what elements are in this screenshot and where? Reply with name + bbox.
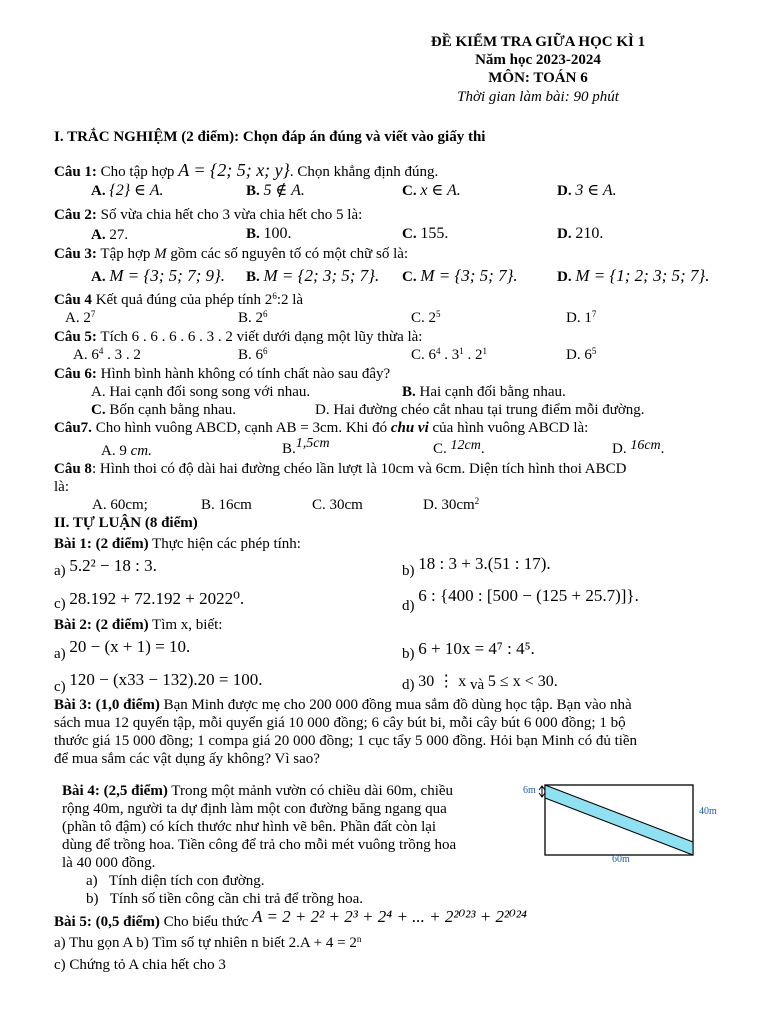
q5-a-post: . 3 . 2 (103, 347, 141, 363)
q1-answer-b: 5 ∉ A. (263, 182, 305, 199)
part1-heading: I. TRẮC NGHIỆM (2 điểm) (54, 129, 235, 145)
bai4-sub-a-text: Tính diện tích con đường. (108, 873, 265, 889)
q5-a-pre: A. 6 (73, 347, 99, 363)
bai5-formula: A = 2 + 2² + 2³ + 2⁴ + ... + 2²⁰²³ + 2²⁰²⁴ (252, 907, 527, 926)
exam-duration: Thời gian làm bài: 90 phút (457, 89, 619, 105)
garden-figure (520, 780, 730, 870)
bai1-d (402, 586, 639, 616)
bai5-stem (54, 907, 527, 932)
q4-answer-d: D. 1 (566, 310, 592, 326)
bai5-ab-text: a) Thu gọn A b) Tìm số tự nhiên n biết 2.A + 4 = 2 (54, 935, 357, 951)
bai2-b (402, 639, 535, 664)
q2-opt-label-d: D. (557, 226, 572, 242)
q1-option-c[interactable] (402, 182, 461, 201)
q1-answer-a: {2} ∈ A. (109, 182, 164, 199)
bai2-a (54, 637, 191, 664)
q1-answer-c: x ∈ A. (420, 182, 461, 199)
bai2-stem (54, 617, 222, 635)
bai1-c-formula: 28.192 + 72.192 + 2022⁰. (69, 589, 245, 608)
q8-text: : Hình thoi có độ dài hai đường chéo lần lượt là 10cm và 6cm. Diện tích hình thoi ABCD (91, 461, 627, 477)
bai4-sub-b-label: b) (86, 891, 99, 907)
q8-stem-line2: là: (54, 479, 69, 495)
bai3-line4: để mua sắm các vật dụng ấy không? Vì sao? (54, 751, 320, 767)
q3-answer-b: M = {2; 3; 5; 7}. (263, 266, 380, 285)
q7-option-b[interactable] (282, 436, 330, 459)
q6-text: Hình bình hành không có tính chất nào sau đây? (96, 366, 391, 382)
bai2-c-label: c) (54, 679, 66, 695)
bai4-line5: là 40 000 đồng. (62, 855, 156, 871)
q3-answer-d: M = {1; 2; 3; 5; 7}. (575, 266, 710, 285)
q8-label: Câu 8 (54, 461, 92, 477)
q2-stem (54, 207, 362, 225)
label-40m: 40m (699, 806, 717, 817)
q1-opt-label-b: B. (246, 183, 260, 199)
q5-d-pre: D. 6 (566, 347, 592, 363)
bai3-line1 (54, 697, 632, 715)
q7-option-c[interactable]: C. 12cm. (433, 438, 485, 457)
bai5-ab-exp: n (356, 934, 362, 944)
q7-d-label: D. (612, 441, 627, 457)
q6-stem (54, 366, 390, 384)
bai4-text1: Trong một mảnh vườn có chiều dài 60m, chiều (167, 783, 454, 799)
bai2-d-label: d) (402, 677, 415, 693)
q4-answer-a-exp: 7 (90, 309, 96, 319)
part1-heading-line (54, 129, 485, 147)
q6-label: Câu 6: (54, 366, 97, 382)
q7-emph: chu vi (390, 420, 429, 436)
q8-d-exp: 2 (474, 496, 480, 506)
q5-label: Câu 5: (54, 329, 97, 345)
q5-c-exp3: 1 (482, 346, 488, 356)
q2-opt-label-a: A. (91, 227, 106, 243)
q6-option-c[interactable] (91, 402, 236, 420)
bai2-d-formula2: 5 ≤ x < 30. (487, 673, 558, 690)
q5-stem (54, 329, 422, 347)
bai5-ab (54, 935, 361, 953)
q3-text-b: gồm các số nguyên tố có một chữ số là: (166, 246, 409, 262)
bai1-a-label: a) (54, 563, 66, 579)
q7-option-d[interactable]: D. 16cm. (612, 438, 665, 457)
q4-answer-b: B. 2 (238, 310, 264, 326)
bai4-line3: (phần tô đậm) có kích thước như hình vẽ bên. Phần đất còn lại (62, 819, 437, 835)
part1-instruction: : Chọn đáp án đúng và viết vào giấy thi (234, 129, 486, 145)
q8-option-d[interactable] (423, 497, 479, 515)
q4-option-b[interactable] (238, 310, 268, 328)
q5-option-c[interactable] (411, 347, 487, 365)
q3-option-d[interactable] (557, 266, 709, 287)
q4-option-a[interactable] (65, 310, 95, 328)
q4-exp: 6 (272, 291, 277, 301)
q5-c-exp1: 4 (436, 346, 441, 356)
q5-d-exp: 5 (591, 346, 597, 356)
q1-text-b: . Chọn khẳng định đúng. (289, 164, 439, 180)
bai1-a-formula: 5.2² − 18 : 3. (69, 556, 157, 575)
q7-d-val: 16cm (630, 438, 661, 453)
bai1-b-formula: 18 : 3 + 3.(51 : 17). (418, 554, 551, 573)
q8-option-c[interactable]: C. 30cm (312, 497, 363, 513)
q7-c-val: 12cm (450, 438, 481, 453)
bai4-sub-a (86, 873, 265, 891)
q6-c-label: C. (91, 402, 106, 418)
bai1-c (54, 589, 245, 614)
q2-option-a[interactable] (91, 227, 128, 245)
bai5-text: Cho biểu thức (159, 914, 253, 930)
bai3-line3: thước giá 15 000 đồng; 1 compa giá 20 000 đồng; 1 cục tẩy 5 000 đồng. Hỏi bạn Minh có đủ tiền (54, 733, 638, 749)
q6-c-text: Bốn cạnh bằng nhau. (105, 402, 236, 418)
q5-c-exp2: 1 (459, 346, 464, 356)
q7-c-label: C. (433, 441, 447, 457)
q5-c-pre: C. 6 (411, 347, 437, 363)
part2-heading: II. TỰ LUẬN (8 điểm) (54, 515, 198, 531)
q4-label: Câu 4 (54, 292, 92, 308)
q3-opt-label-b: B. (246, 269, 260, 285)
q2-text: Số vừa chia hết cho 3 vừa chia hết cho 5 là: (96, 207, 363, 223)
bai1-label: Bài 1: (2 điểm) (54, 536, 149, 552)
q8-stem (54, 461, 626, 479)
bai1-b (402, 554, 551, 581)
q3-stem (54, 246, 408, 264)
q2-option-d[interactable] (557, 225, 603, 244)
q7-label: Câu7. (54, 420, 92, 436)
q7-text-b: của hình vuông ABCD là: (428, 420, 589, 436)
bai1-text: Thực hiện các phép tính: (148, 536, 301, 552)
q8-option-b[interactable]: B. 16cm (201, 497, 252, 513)
q1-formula: A = {2; 5; x; y} (178, 160, 290, 180)
q2-opt-label-c: C. (402, 226, 417, 242)
q5-b-pre: B. 6 (238, 347, 264, 363)
q5-c-mid1: . 3 (440, 347, 460, 363)
q1-stem (54, 160, 438, 182)
q3-answer-a: M = {3; 5; 7; 9}. (109, 266, 226, 285)
bai5-c: c) Chứng tỏ A chia hết cho 3 (54, 957, 226, 973)
q4-text: Kết quả đúng của phép tính 2 (91, 292, 273, 308)
bai1-c-label: c) (54, 596, 66, 612)
q3-opt-label-c: C. (402, 269, 417, 285)
bai2-a-formula: 20 − (x + 1) = 10. (69, 637, 191, 656)
q3-answer-c: M = {3; 5; 7}. (420, 266, 518, 285)
label-60m: 60m (612, 854, 630, 865)
q5-b-exp: 6 (263, 346, 268, 356)
bai1-d-formula: 6 : {400 : [500 − (125 + 25.7)]}. (418, 586, 639, 605)
q4-text-b: :2 là (276, 292, 304, 308)
q5-option-b[interactable] (238, 347, 268, 365)
q5-c-mid2: . 2 (463, 347, 483, 363)
q3-opt-label-a: A. (91, 269, 106, 285)
bai2-b-formula: 6 + 10x = 4⁷ : 4⁵. (418, 639, 535, 658)
q3-label: Câu 3: (54, 246, 97, 262)
q2-option-c[interactable] (402, 225, 448, 244)
q4-answer-d-exp: 7 (591, 309, 597, 319)
q4-option-c[interactable] (411, 310, 441, 328)
bai2-c-formula: 120 − (x33 − 132).20 = 100. (69, 670, 263, 689)
subject: MÔN: TOÁN 6 (488, 70, 588, 86)
q5-option-a[interactable] (73, 347, 141, 365)
q3-option-b[interactable] (246, 266, 379, 287)
q7-b-val: 1,5cm (295, 436, 330, 451)
q6-b-text: Hai cạnh đối bằng nhau. (415, 384, 566, 400)
q4-option-d[interactable] (566, 310, 596, 328)
q7-b-label: B. (282, 441, 296, 457)
bai2-d-and: và (466, 677, 488, 693)
bai3-label: Bài 3: (1,0 điểm) (54, 697, 160, 713)
q3-var: M (154, 246, 167, 262)
q6-b-label: B. (402, 384, 416, 400)
q1-opt-label-a: A. (91, 183, 106, 199)
q3-text-a: Tập hợp (96, 246, 155, 262)
bai1-d-label: d) (402, 598, 415, 614)
q4-answer-c: C. 2 (411, 310, 437, 326)
q6-option-a[interactable]: A. Hai cạnh đối song song với nhau. (91, 384, 311, 400)
q2-answer-a: 27. (109, 227, 129, 243)
q3-option-c[interactable] (402, 266, 518, 287)
q2-opt-label-b: B. (246, 226, 260, 242)
bai4-line2: rộng 40m, người ta dự định làm một con đường băng ngang qua (62, 801, 447, 817)
q4-answer-b-exp: 6 (263, 309, 268, 319)
q7-text-a: Cho hình vuông ABCD, cạnh AB = 3cm. Khi đó (91, 420, 391, 436)
q1-opt-label-c: C. (402, 183, 417, 199)
q5-text: Tích 6 . 6 . 6 . 6 . 3 . 2 viết dưới dạng một lũy thừa là: (96, 329, 423, 345)
bai2-b-label: b) (402, 646, 415, 662)
q2-option-b[interactable] (246, 225, 292, 244)
q7-a-pre: A. 9 (101, 443, 131, 459)
bai2-d (402, 673, 558, 695)
q1-answer-d: 3 ∈ A. (575, 182, 617, 199)
q1-option-b[interactable] (246, 182, 305, 201)
q7-option-a[interactable] (101, 443, 152, 461)
exam-title: ĐỀ KIỂM TRA GIỮA HỌC KÌ 1 (430, 34, 646, 50)
school-year: Năm học 2023-2024 (475, 52, 601, 68)
bai2-text: Tìm x, biết: (148, 617, 223, 633)
q6-option-d[interactable]: D. Hai đường chéo cắt nhau tại trung điểm mỗi đường. (315, 402, 645, 418)
q8-option-a[interactable]: A. 60cm; (92, 497, 148, 513)
bai1-a (54, 556, 157, 581)
bai1-b-label: b) (402, 563, 415, 579)
bai4-line1 (62, 783, 453, 801)
q4-answer-a: A. 2 (65, 310, 91, 326)
q2-answer-b: 100. (263, 225, 292, 242)
bai2-a-label: a) (54, 646, 66, 662)
bai1-stem (54, 536, 301, 554)
bai4-label: Bài 4: (2,5 điểm) (62, 783, 168, 799)
q1-option-a[interactable] (91, 182, 163, 201)
q1-option-d[interactable] (557, 182, 617, 201)
q3-option-a[interactable] (91, 266, 225, 287)
bai4-line4: dùng để trồng hoa. Tiền công để trả cho mỗi mét vuông trồng hoa (62, 837, 457, 853)
bai2-d-formula1: 30 ⋮ x (418, 673, 467, 690)
q2-answer-d: 210. (575, 225, 604, 242)
q6-option-b[interactable] (402, 384, 566, 402)
q1-opt-label-d: D. (557, 183, 572, 199)
q7-a-unit: cm. (130, 443, 152, 459)
bai4-sub-b-text: Tính số tiền công cần chi trả để trồng hoa. (109, 891, 364, 907)
q8-d-text: D. 30cm (423, 497, 475, 513)
bai3-line2: sách mua 12 quyển tập, mỗi quyển giá 10 000 đồng; 6 cây bút bi, mỗi cây bút 6 000 đồng; 1 bộ (54, 715, 626, 731)
q2-answer-c: 155. (420, 225, 449, 242)
q4-stem (54, 292, 303, 310)
q5-option-d[interactable] (566, 347, 596, 365)
bai2-label: Bài 2: (2 điểm) (54, 617, 149, 633)
q5-a-exp: 4 (98, 346, 104, 356)
q1-text-a: Cho tập hợp (96, 164, 179, 180)
q2-label: Câu 2: (54, 207, 97, 223)
bai4-sub-a-label: a) (86, 873, 98, 889)
label-6m: 6m (523, 785, 536, 796)
bai5-label: Bài 5: (0,5 điểm) (54, 914, 160, 930)
q4-answer-c-exp: 5 (436, 309, 441, 319)
q1-label: Câu 1: (54, 164, 97, 180)
q3-opt-label-d: D. (557, 269, 572, 285)
bai2-c (54, 670, 263, 697)
bai3-text1: Bạn Minh được mẹ cho 200 000 đồng mua sắm đồ dùng học tập. Bạn vào nhà (159, 697, 632, 713)
